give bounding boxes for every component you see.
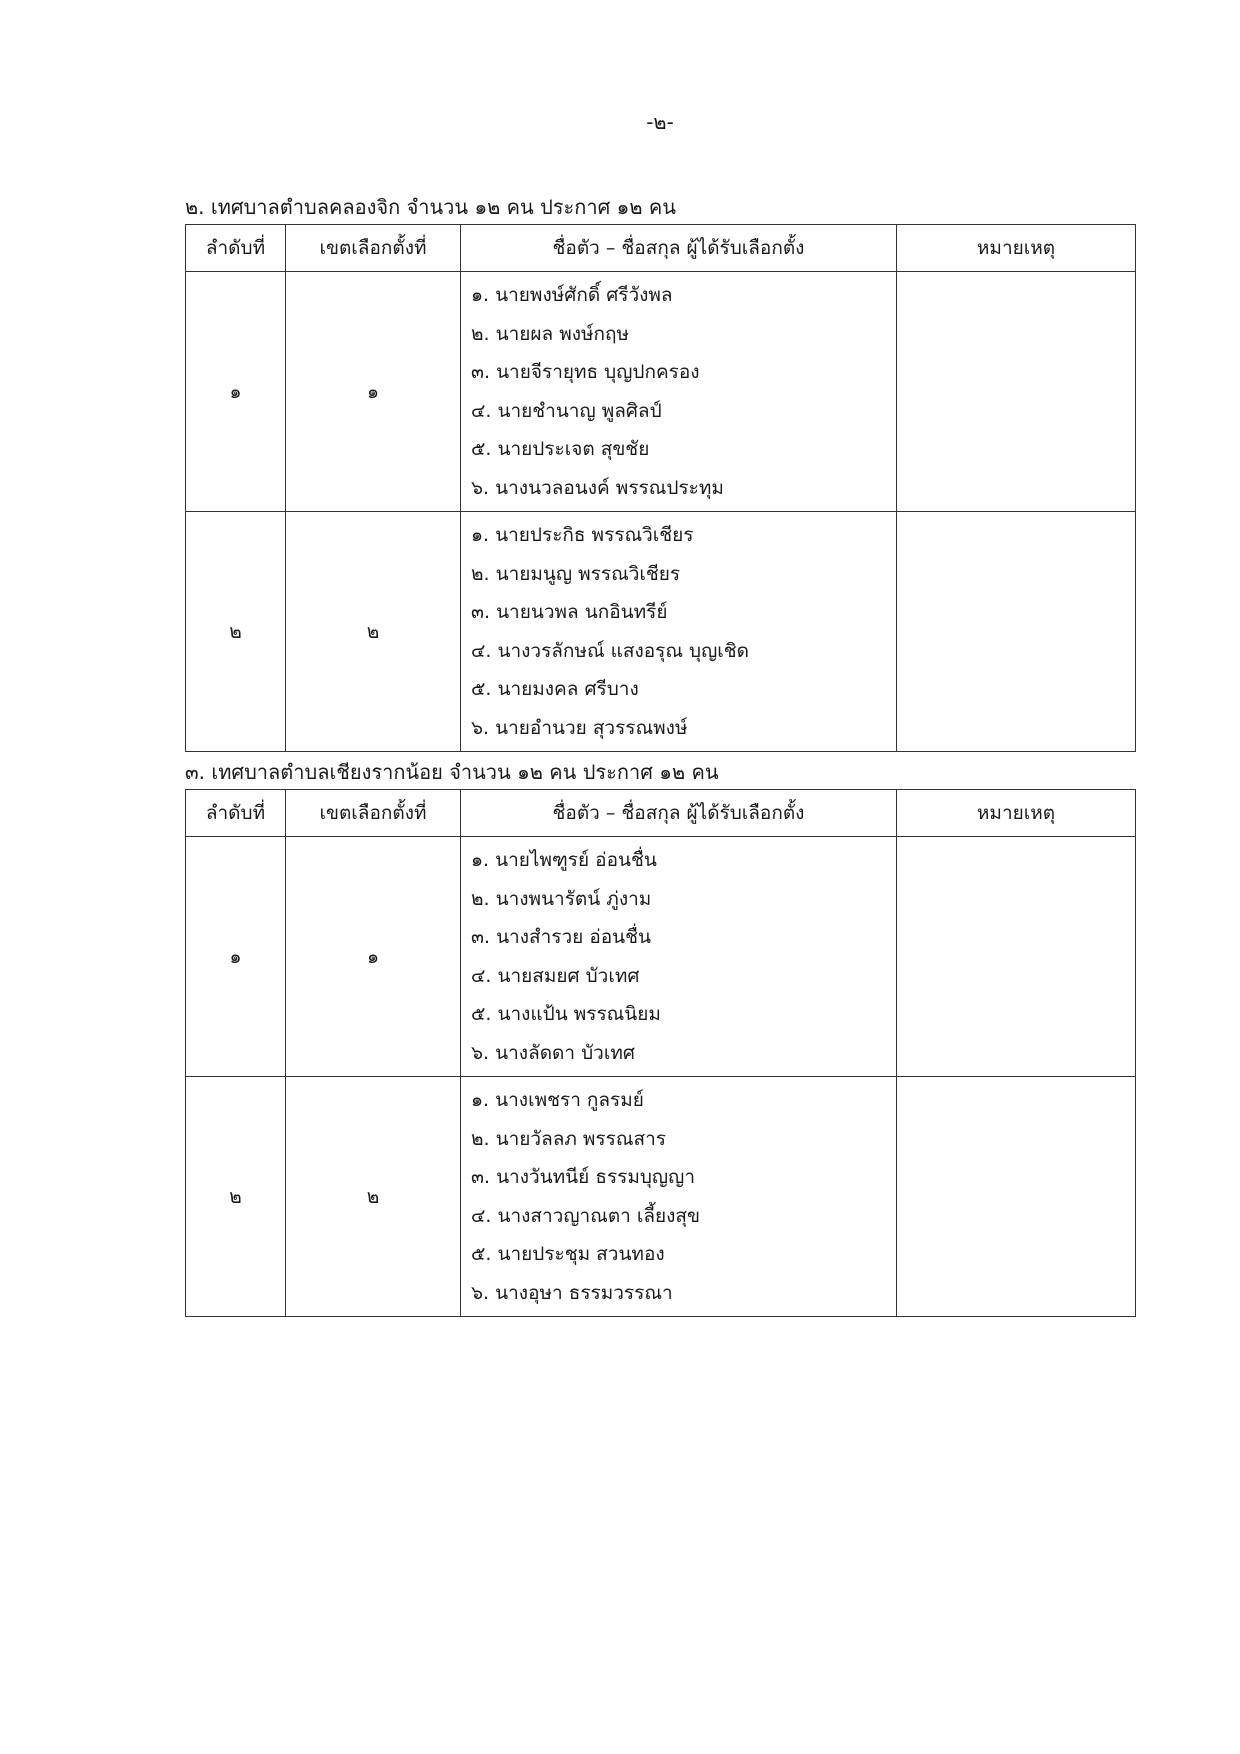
member-name: ๔. นางสาวญาณตา เลี้ยงสุข: [471, 1204, 700, 1227]
section-chiangraknoi: [185, 757, 1135, 1317]
header-name: ชื่อตัว – ชื่อสกุล ผู้ได้รับเลือกตั้ง: [461, 790, 897, 837]
member-name: ๓. นางสำรวย อ่อนชื่น: [471, 926, 652, 948]
section-title: ๓. เทศบาลตำบลเชียงรากน้อย จำนวน ๑๒ คน ประกาศ ๑๒ คน: [185, 760, 719, 784]
member-name: ๒. นายมนูญ พรรณวิเชียร: [471, 562, 681, 585]
member-name: ๑. นายไพฑูรย์ อ่อนชื่น: [471, 849, 657, 871]
member-name: ๔. นายสมยศ บัวเทศ: [471, 964, 640, 987]
elected-members-table: [185, 224, 1136, 752]
table-row: [186, 837, 1136, 1077]
remark-cell: [897, 272, 1136, 512]
member-name: ๕. นายมงคล ศรีบาง: [471, 678, 639, 700]
district-cell: ๒: [286, 1077, 461, 1317]
remark-cell: [897, 1077, 1136, 1317]
member-name: ๕. นายประเจต สุขชัย: [471, 438, 650, 460]
district-cell: ๑: [286, 272, 461, 512]
header-district: เขตเลือกตั้งที่: [286, 790, 461, 837]
elected-members-table: [185, 789, 1136, 1317]
member-name: ๕. นายประชุม สวนทอง: [471, 1243, 665, 1265]
district-cell: ๒: [286, 512, 461, 752]
table-header-row: [186, 225, 1136, 272]
member-name: ๖. นางนวลอนงค์ พรรณประทุม: [471, 476, 724, 499]
member-name: ๑. นายพงษ์ศักดิ์ ศรีวังพล: [471, 284, 673, 306]
names-cell: [461, 1077, 897, 1317]
member-name: ๓. นายจีรายุทธ บุญปกครอง: [471, 361, 700, 383]
member-name: ๖. นางลัดดา บัวเทศ: [471, 1041, 635, 1064]
member-name: ๔. นายชำนาญ พูลศิลป์: [471, 399, 662, 422]
member-name: ๔. นางวรลักษณ์ แสงอรุณ บุญเชิด: [471, 639, 749, 662]
header-district: เขตเลือกตั้งที่: [286, 225, 461, 272]
member-name: ๑. นายประกิธ พรรณวิเชียร: [471, 524, 694, 546]
table-row: [186, 512, 1136, 752]
header-remark: หมายเหตุ: [897, 790, 1136, 837]
header-remark: หมายเหตุ: [897, 225, 1136, 272]
order-cell: ๒: [186, 512, 286, 752]
header-order: ลำดับที่: [186, 225, 286, 272]
page-number: -๒-: [646, 110, 674, 134]
header-order: ลำดับที่: [186, 790, 286, 837]
remark-cell: [897, 512, 1136, 752]
member-name: ๓. นายนวพล นกอินทรีย์: [471, 601, 668, 623]
order-cell: ๒: [186, 1077, 286, 1317]
names-cell: [461, 272, 897, 512]
header-name: ชื่อตัว – ชื่อสกุล ผู้ได้รับเลือกตั้ง: [461, 225, 897, 272]
member-name: ๒. นายผล พงษ์กฤษ: [471, 322, 630, 345]
order-cell: ๑: [186, 837, 286, 1077]
member-name: ๒. นางพนารัตน์ ภู่งาม: [471, 887, 652, 910]
names-cell: [461, 512, 897, 752]
member-name: ๕. นางแป้น พรรณนิยม: [471, 1003, 661, 1025]
remark-cell: [897, 837, 1136, 1077]
member-name: ๒. นายวัลลภ พรรณสาร: [471, 1127, 666, 1150]
section-klongjik: [185, 192, 1135, 752]
order-cell: ๑: [186, 272, 286, 512]
member-name: ๖. นางอุษา ธรรมวรรณา: [471, 1281, 673, 1304]
member-name: ๑. นางเพชรา กูลรมย์: [471, 1089, 644, 1111]
member-name: ๓. นางวันทนีย์ ธรรมบุญญา: [471, 1166, 695, 1188]
names-cell: [461, 837, 897, 1077]
table-row: [186, 1077, 1136, 1317]
district-cell: ๑: [286, 837, 461, 1077]
member-name: ๖. นายอำนวย สุวรรณพงษ์: [471, 716, 688, 739]
table-header-row: [186, 790, 1136, 837]
table-row: [186, 272, 1136, 512]
section-title: ๒. เทศบาลตำบลคลองจิก จำนวน ๑๒ คน ประกาศ ๑๒ คน: [185, 195, 676, 219]
